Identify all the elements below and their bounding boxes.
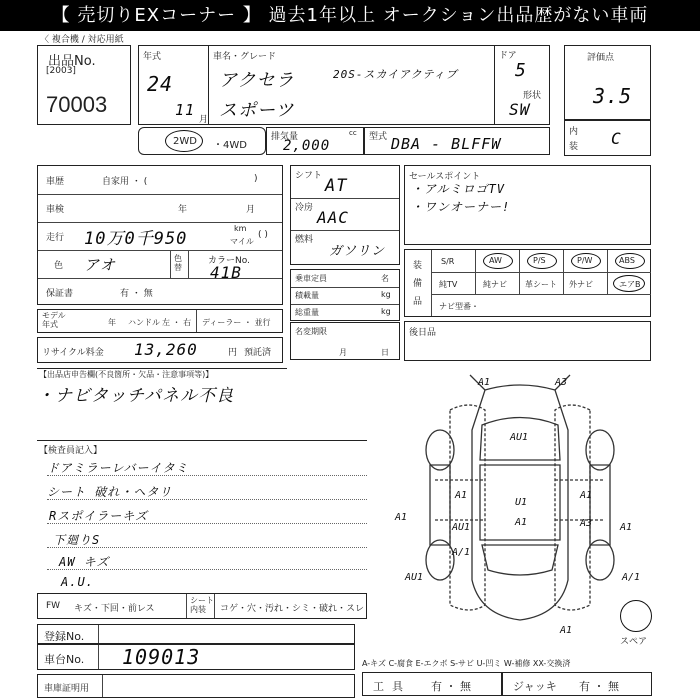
recycle-label: リサイクル料金 (42, 348, 104, 358)
drive-4wd: ・4WD (213, 140, 247, 151)
doors-label: ドア (499, 51, 517, 61)
model-box (208, 45, 496, 125)
tools-value: 有 ・ 無 (431, 680, 471, 693)
history-close: ) (254, 174, 258, 184)
color-change-label: 色替 (174, 254, 182, 272)
handle-options: 左 ・ 右 (162, 318, 192, 327)
shape-value: SW (509, 100, 531, 119)
equip-navi: 純ナビ (483, 280, 507, 289)
load-unit: kg (381, 290, 391, 299)
expiry-box (290, 322, 400, 360)
equipment-label-1: 装 (413, 261, 423, 271)
equip-leather: 革シート (525, 280, 557, 289)
score-box (564, 45, 651, 120)
handle-label: ハンドル (128, 318, 160, 327)
drive-box (138, 127, 266, 155)
banner: 【 売切りEXコーナー 】 過去1年以上 オークション出品歴がない車両 (0, 0, 700, 31)
displacement-unit: cc (349, 129, 357, 137)
damage-mark-3: AU1 (510, 432, 529, 443)
year-label: 年式 (143, 52, 162, 62)
damage-mark-12: A/1 (452, 547, 471, 558)
score-value: 3.5 (593, 84, 633, 108)
capacity-box (290, 269, 400, 321)
color-code-value: 41B (210, 263, 242, 282)
fw-box (37, 593, 367, 619)
damage-mark-1: A1 (478, 377, 491, 388)
dealer-options: ディーラー ・ 並行 (202, 318, 271, 327)
interior-label-2: 装 (569, 142, 579, 152)
displacement-label: 排気量 (271, 132, 299, 142)
history-label: 車歴 (46, 177, 65, 187)
equipment-label-2: 備 (413, 279, 423, 289)
damage-mark-15: A1 (560, 625, 573, 636)
equip-sr: S/R (441, 257, 455, 266)
fuel-value: ガソリン (329, 244, 386, 259)
equip-ps: P/S (533, 256, 546, 265)
type-label: 型式 (369, 132, 388, 142)
recycle-box (37, 337, 283, 363)
inspector-label: 【検査員記入】 (39, 446, 103, 456)
model-year-label: モデル年式 (42, 311, 66, 329)
model-year-box (37, 309, 283, 333)
lot-box (37, 45, 131, 125)
inspector-line-6: A.U. (61, 575, 94, 589)
mileage-value: 10万0千950 (84, 229, 188, 249)
inspection-month: 月 (246, 205, 256, 215)
inspector-area (37, 440, 367, 591)
lot-stamp: [2003] (46, 66, 76, 76)
inspector-line-2: シート 破れ・ヘタリ (47, 485, 173, 499)
ac-label: 冷房 (295, 203, 314, 213)
weight-unit: kg (381, 307, 391, 316)
year-month: 11 (175, 101, 196, 119)
inspector-line-1: ドアミラーレバーイタミ (47, 461, 189, 475)
jack-label: ジャッキ (513, 680, 557, 693)
cert-label: 車庫証明用 (44, 684, 90, 694)
displacement-value: 2,000 (283, 138, 331, 154)
interior-label-1: 内 (569, 127, 579, 137)
history-value: 自家用 ・ ( (102, 177, 148, 187)
capacity-label: 乗車定員 (295, 274, 327, 283)
damage-mark-10: AU1 (452, 522, 471, 533)
equip-airbag: エアB (619, 280, 641, 289)
after-date-label: 後日品 (409, 328, 437, 338)
equip-ext-navi: 外ナビ (569, 280, 593, 289)
equip-tv: 純TV (439, 280, 458, 289)
jack-box (502, 672, 652, 696)
year-era: 24 (147, 72, 174, 96)
mileage-unit-mile: マイル (230, 237, 254, 246)
inspector-line-3: Rスポイラーキズ (49, 509, 148, 523)
damage-mark-2: A3 (555, 377, 568, 388)
equip-abs: ABS (619, 256, 635, 265)
interior-value: C (611, 129, 622, 148)
fw-items: キズ・下回・前レス (74, 604, 155, 614)
damage-mark-14: A/1 (622, 572, 641, 583)
load-label: 積載量 (295, 291, 319, 300)
registration-box (37, 624, 355, 644)
equipment-box (404, 249, 651, 317)
damage-mark-11: A1 (620, 522, 633, 533)
jack-value: 有 ・ 無 (579, 680, 619, 693)
capacity-unit: 名 (381, 274, 389, 283)
damage-mark-9: A3 (580, 518, 593, 529)
damage-mark-8: A1 (515, 517, 528, 528)
expiry-month: 月 (339, 348, 347, 357)
color-label: 色 (54, 261, 64, 271)
shift-label: シフト (295, 171, 323, 181)
inspector-line-5: AW キズ (59, 555, 110, 569)
cert-box (37, 674, 355, 698)
sales-point-label: セールスポイント (409, 172, 481, 182)
interior-box (564, 120, 651, 156)
model-name-2: スポーツ (219, 100, 295, 121)
chassis-label: 車台No. (44, 653, 85, 666)
sales-point-item-1: ・アルミロゴTV (411, 182, 505, 196)
equip-aw: AW (489, 256, 502, 265)
chassis-box (37, 644, 355, 670)
recycle-note: 預託済 (244, 348, 272, 358)
expiry-day: 日 (381, 348, 389, 357)
score-label: 評価点 (587, 53, 615, 63)
sales-point-box (404, 165, 651, 245)
doors-value: 5 (515, 60, 527, 81)
ac-value: AAC (317, 208, 349, 227)
year-month-unit: 月 (199, 115, 209, 125)
damage-mark-6: U1 (515, 497, 528, 508)
model-grade: 20S-スカイアクティブ (333, 68, 458, 81)
lot-label: 出品No. (48, 54, 96, 69)
inspection-year: 年 (178, 205, 188, 215)
recycle-unit: 円 (228, 348, 238, 358)
mileage-paren: ( ) (258, 230, 268, 240)
weight-label: 総重量 (295, 308, 319, 317)
tools-label: 工具 (373, 680, 411, 693)
registration-label: 登録No. (44, 630, 85, 643)
damage-mark-5: A1 (580, 490, 593, 501)
sales-point-item-2: ・ワンオーナー! (411, 200, 511, 214)
shape-label: 形状 (523, 91, 542, 101)
equip-pw: P/W (577, 256, 593, 265)
tools-box (362, 672, 502, 696)
damage-mark-7: A1 (395, 512, 408, 523)
mileage-unit-km: km (234, 224, 247, 233)
spare-label: スペア (620, 637, 648, 647)
equip-navi-model: ナビ型番・ (439, 302, 479, 311)
mileage-label: 走行 (46, 233, 65, 243)
expiry-label: 名変期限 (295, 327, 327, 336)
fw-label: FW (46, 601, 61, 611)
car-damage-diagram (390, 370, 650, 640)
displacement-box (266, 127, 364, 155)
recycle-value: 13,260 (134, 340, 198, 359)
inspector-line-4: 下廻りS (53, 533, 101, 547)
seat-label: シート内装 (190, 596, 214, 614)
top-note: 〈 複合機 / 対応用紙 (40, 35, 124, 45)
warranty-value: 有 ・ 無 (120, 289, 153, 299)
model-year-year: 年 (108, 318, 116, 327)
color-code-label: カラーNo. (208, 256, 250, 266)
type-box (364, 127, 550, 155)
seller-notes-label: 【出品店申告欄(不良箇所・欠品・注意事項等)】 (39, 370, 214, 379)
after-date-box (404, 321, 651, 361)
lot-number: 70003 (46, 92, 108, 117)
doors-box (494, 45, 550, 125)
fuel-label: 燃料 (295, 235, 314, 245)
vehicle-info-box (37, 165, 283, 305)
seat-items: コゲ・穴・汚れ・シミ・破れ・スレ (220, 604, 365, 614)
damage-mark-4: A1 (455, 490, 468, 501)
color-value: アオ (84, 256, 116, 274)
seller-notes-area (37, 368, 287, 429)
inspection-label: 車検 (46, 205, 65, 215)
seller-notes-text: ・ナビタッチパネル不良 (37, 386, 234, 406)
damage-mark-13: AU1 (405, 572, 424, 583)
warranty-label: 保証書 (46, 289, 74, 299)
type-value: DBA - BLFFW (391, 135, 502, 153)
shift-value: AT (325, 176, 348, 196)
shift-box (290, 165, 400, 265)
equipment-label-3: 品 (413, 297, 423, 307)
damage-legend: A-キズ C-腐食 E-エクボ S-サビ U-凹ミ W-補修 XX-交換済 (362, 659, 571, 668)
drive-2wd: 2WD (173, 136, 197, 147)
model-name-1: アクセラ (219, 70, 295, 91)
model-label: 車名・グレード (213, 52, 277, 62)
year-box (138, 45, 210, 125)
chassis-value: 109013 (122, 645, 201, 669)
